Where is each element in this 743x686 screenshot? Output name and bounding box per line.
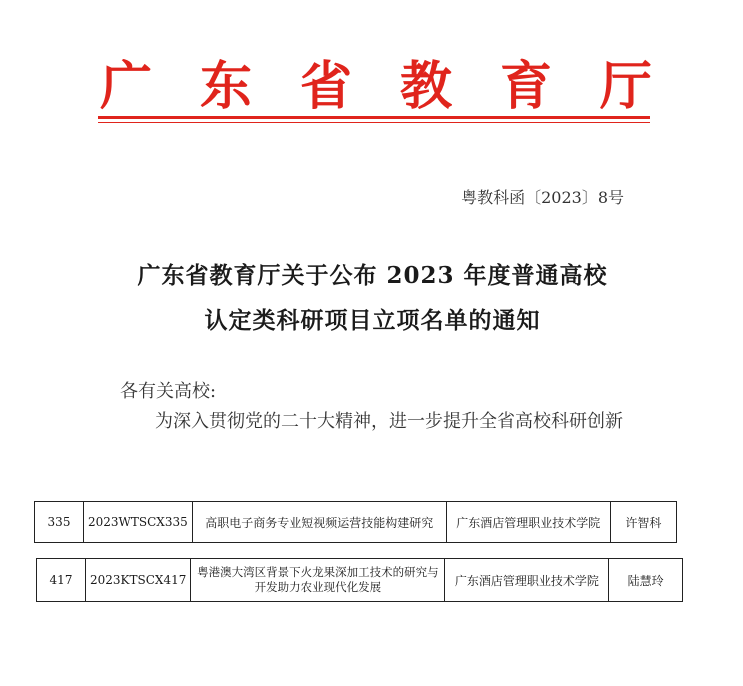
notice-title-line-2: 认定类科研项目立项名单的通知 (204, 307, 541, 334)
document-number: 粤教科函〔2023〕8号 (461, 188, 624, 207)
letterhead-char: 育 (499, 55, 552, 117)
project-table-1 (34, 501, 677, 543)
leader-cell: 陆慧玲 (609, 559, 683, 602)
seq-cell: 335 (35, 502, 84, 543)
letterhead-title (100, 50, 652, 117)
salutation: 各有关高校: (120, 381, 217, 402)
seq-cell: 417 (37, 559, 86, 602)
body-paragraph: 为深入贯彻党的二十大精神，进一步提升全省高校科研创新 (155, 411, 623, 432)
letterhead-char: 厅 (599, 55, 652, 117)
project-table-2 (36, 558, 683, 602)
school-cell: 广东酒店管理职业技术学院 (445, 559, 609, 602)
letterhead-rule-thin (98, 122, 650, 123)
letterhead-char: 东 (199, 55, 252, 117)
letterhead-rule-thick (98, 116, 650, 119)
project-name-cell: 高职电子商务专业短视频运营技能构建研究 (192, 502, 446, 543)
project-name-cell: 粤港澳大湾区背景下火龙果深加工技术的研究与开发助力农业现代化发展 (191, 559, 445, 602)
letterhead-char: 广 (100, 55, 153, 117)
letterhead-char: 省 (299, 55, 352, 117)
leader-cell: 许智科 (610, 502, 676, 543)
letterhead-char: 教 (399, 55, 452, 117)
code-cell: 2023KTSCX417 (86, 559, 191, 602)
notice-title-line-1: 广东省教育厅关于公布 2023 年度普通高校 (137, 262, 608, 289)
table-row (37, 559, 683, 602)
code-cell: 2023WTSCX335 (84, 502, 193, 543)
table-row (35, 502, 677, 543)
school-cell: 广东酒店管理职业技术学院 (446, 502, 610, 543)
